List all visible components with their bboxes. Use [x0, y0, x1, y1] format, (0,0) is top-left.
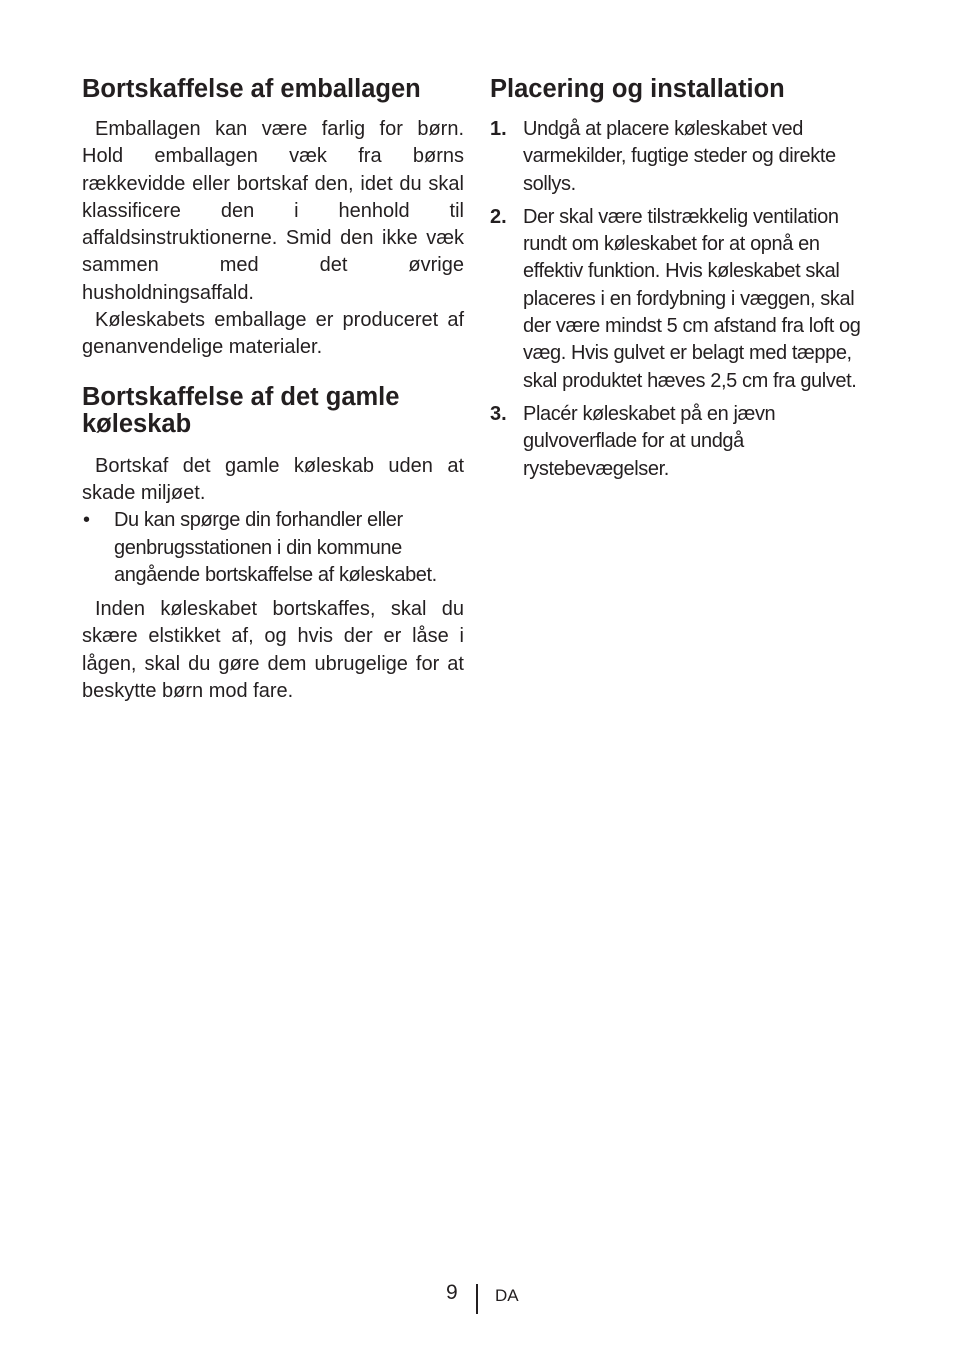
step-text: Placér køleskabet på en jævn gulvoverflade for at undgå rystebevægelser. [523, 402, 776, 480]
page-footer [0, 1280, 954, 1320]
old-fridge-intro-paragraph: Bortskaf det gamle køleskab uden at skade miljøet. [82, 454, 464, 504]
list-item [82, 507, 464, 589]
step-text: Undgå at placere køleskabet ved varmekilder, fugtige steder og direkte sollys. [523, 118, 836, 195]
heading-packaging-disposal: Bortskaffelse af emballagen [82, 75, 421, 103]
packaging-warning-paragraph: Emballagen kan være farlig for børn. Hold emballagen væk fra børns rækkevidde eller bortskaf den, idet du skal klassificere den i henhold til affaldsinstruktionerne. Smid den ikke væk sammen med det øvrige husholdningsaffald. [82, 118, 464, 304]
step-number: 2. [490, 205, 507, 228]
bullet-text: Du kan spørge din forhandler eller genbrugsstationen i din kommune angående bortskaffelse af køleskabet. [114, 509, 437, 586]
list-item [490, 116, 874, 198]
bullet-icon: • [83, 509, 90, 532]
list-item [490, 204, 874, 395]
heading-old-fridge-disposal: Bortskaffelse af det gamle køleskab [82, 382, 400, 438]
packaging-material-paragraph: Køleskabets emballage er produceret af genanvendelige materialer. [82, 309, 464, 359]
step-number: 1. [490, 118, 507, 140]
list-item [490, 401, 874, 483]
step-text: Der skal være tilstrækkelig ventilation rundt om køleskabet for at opnå en effektiv funktion. Hvis køleskabet skal placeres i en fordybning i væggen, skal der være mindst 5 cm afstand fra loft og væg. Hvis gulvet er belagt med tæppe, skal produktet hæves 2,5 cm fra gulvet. [523, 205, 861, 392]
footer-divider [476, 1284, 478, 1314]
installation-steps-list [490, 116, 874, 483]
step-number: 3. [490, 402, 507, 425]
page-number: 9 [446, 1281, 458, 1304]
heading-placement-installation: Placering og installation [490, 75, 785, 103]
right-column [490, 76, 874, 489]
old-fridge-bullet-list [82, 507, 464, 589]
left-column [82, 76, 464, 705]
language-code: DA [495, 1286, 519, 1305]
old-fridge-safety-paragraph: Inden køleskabet bortskaffes, skal du skære elstikket af, og hvis der er låse i lågen, skal du gøre dem ubrugelige for at beskytte børn mod fare. [82, 598, 464, 703]
